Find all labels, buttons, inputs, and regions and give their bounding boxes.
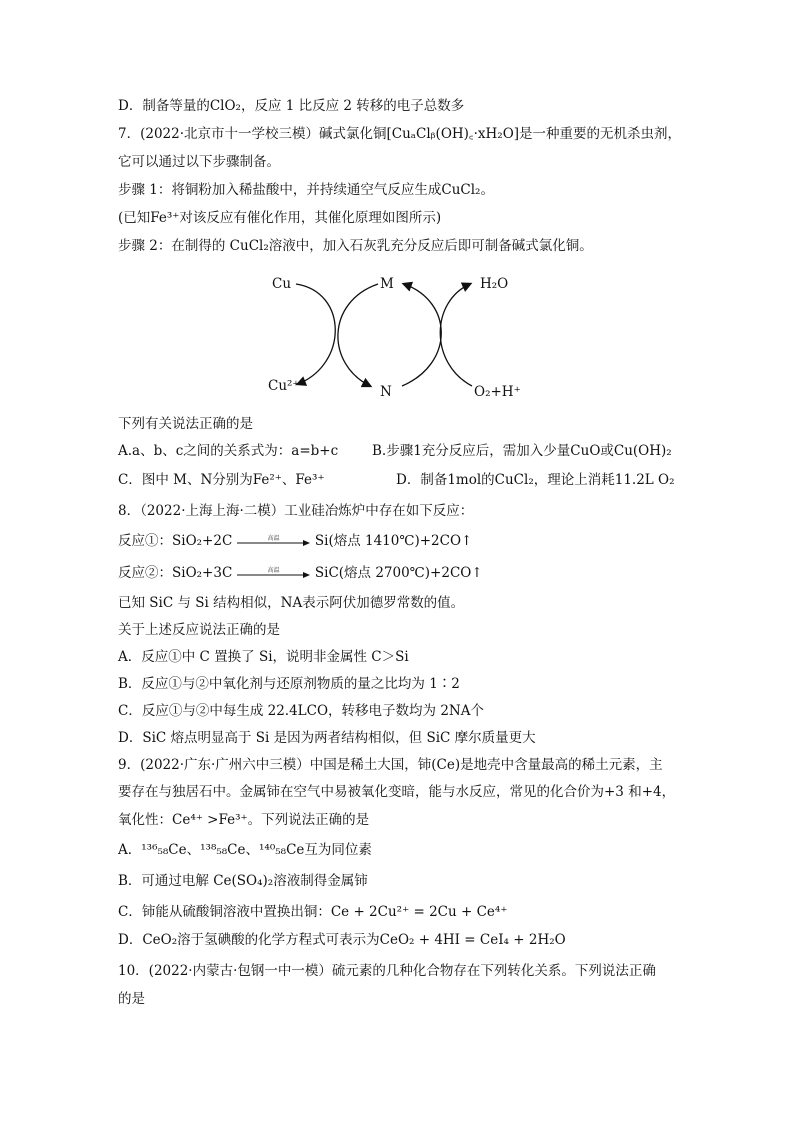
arrow-o2-to-h2o (440, 284, 472, 386)
reaction-2-products: SiC(熔点 2700℃)+2CO↑ (314, 565, 483, 581)
diagram-label-h2o: H₂O (480, 276, 509, 292)
q9-stem: 9．(2022·广东·广州六中三模）中国是稀土大国，铈(Ce)是地壳中含量最高的稀土元素，主 (118, 757, 663, 773)
catalysis-diagram (260, 268, 530, 408)
reaction-1-arrow (237, 535, 311, 549)
arrow-cu-to-cu2 (296, 284, 335, 384)
q8-question: 关于上述反应说法正确的是 (118, 622, 280, 638)
q7-option-b: B.步骤1充分反应后，需加入少量CuO或Cu(OH)₂ (372, 443, 672, 459)
q10-stem-cont: 的是 (118, 991, 145, 1007)
q9-option-d: D．CeO₂溶于氢碘酸的化学方程式可表示为CeO₂ + 4HI = CeI₄ + 2H₂O (118, 932, 566, 948)
reaction-2-condition: 高温 (267, 566, 280, 574)
q8-option-c: C．反应①与②中每生成 22.4LCO，转移电子数均为 2NA个 (118, 703, 484, 719)
q7-stem-cont: 它可以通过以下步骤制备。 (118, 154, 280, 170)
arrow-n-to-m (402, 284, 441, 386)
reaction-2-arrow (237, 567, 311, 581)
q8-option-b: B．反应①与②中氧化剂与还原剂物质的量之比均为 1∶2 (118, 676, 460, 692)
q9-option-a: A．¹³⁶₅₈Ce、¹³⁸₅₈Ce、¹⁴⁰₅₈Ce互为同位素 (118, 842, 372, 858)
q7-step1: 步骤 1：将铜粉加入稀盐酸中，并持续通空气反应生成CuCl₂。 (118, 182, 494, 198)
q6-option-d: D．制备等量的ClO₂，反应 1 比反应 2 转移的电子总数多 (118, 98, 465, 114)
q9-stem-cont2: 氧化性：Ce⁴⁺ >Fe³⁺。下列说法正确的是 (118, 812, 370, 828)
reaction-1-products: Si(熔点 1410℃)+2CO↑ (314, 533, 473, 549)
q7-stem: 7．(2022·北京市十一学校三模）碱式氯化铜[CuₐClᵦ(OH)꜀·xH₂O]是一种重要的无机杀虫剂， (118, 126, 682, 142)
q10-stem: 10．(2022·内蒙古·包钢一中一模）硫元素的几种化合物存在下列转化关系。下列说法正确 (118, 963, 656, 979)
q7-option-a: A.a、b、c之间的关系式为：a=b+c (118, 443, 339, 459)
q7-option-c: C．图中 M、N分别为Fe²⁺、Fe³⁺ (118, 472, 325, 488)
q7-note: (已知Fe³⁺对该反应有催化作用，其催化原理如图所示) (118, 210, 442, 226)
q7-step2: 步骤 2：在制得的 CuCl₂溶液中，加入石灰乳充分反应后即可制备碱式氯化铜。 (118, 238, 593, 254)
diagram-label-cu: Cu (272, 276, 292, 292)
q7-option-d: D．制备1mol的CuCl₂，理论上消耗11.2L O₂ (396, 472, 675, 488)
reaction-2-reactants: 反应②：SiO₂+3C (118, 565, 233, 581)
q9-option-b: B．可通过电解 Ce(SO₄)₂溶液制得金属铈 (118, 873, 368, 889)
diagram-label-n: N (380, 384, 392, 400)
reaction-1-condition: 高温 (267, 534, 280, 542)
q9-option-c: C．铈能从硫酸铜溶液中置换出铜：Ce + 2Cu²⁺ = 2Cu + Ce⁴⁺ (118, 904, 508, 920)
reaction-2 (118, 563, 483, 583)
arrow-m-to-n (338, 284, 378, 386)
q8-option-d: D．SiC 熔点明显高于 Si 是因为两者结构相似，但 SiC 摩尔质量更大 (118, 730, 536, 746)
reaction-1-reactants: 反应①：SiO₂+2C (118, 533, 233, 549)
q9-stem-cont1: 要存在与独居石中。金属铈在空气中易被氧化变暗，能与水反应，常见的化合价为+3 和+4， (118, 784, 676, 800)
reaction-1 (118, 531, 472, 551)
q8-given: 已知 SiC 与 Si 结构相似，NA表示阿伏加德罗常数的值。 (118, 595, 465, 611)
diagram-label-m: M (380, 276, 394, 292)
diagram-label-cu2: Cu²⁺ (268, 378, 300, 394)
q8-option-a: A．反应①中 C 置换了 Si，说明非金属性 C＞Si (118, 649, 409, 665)
q8-stem: 8．（2022·上海上海·二模）工业硅冶炼炉中存在如下反应： (118, 503, 474, 519)
q7-question: 下列有关说法正确的是 (118, 416, 253, 432)
diagram-label-o2h: O₂+H⁺ (474, 384, 521, 400)
